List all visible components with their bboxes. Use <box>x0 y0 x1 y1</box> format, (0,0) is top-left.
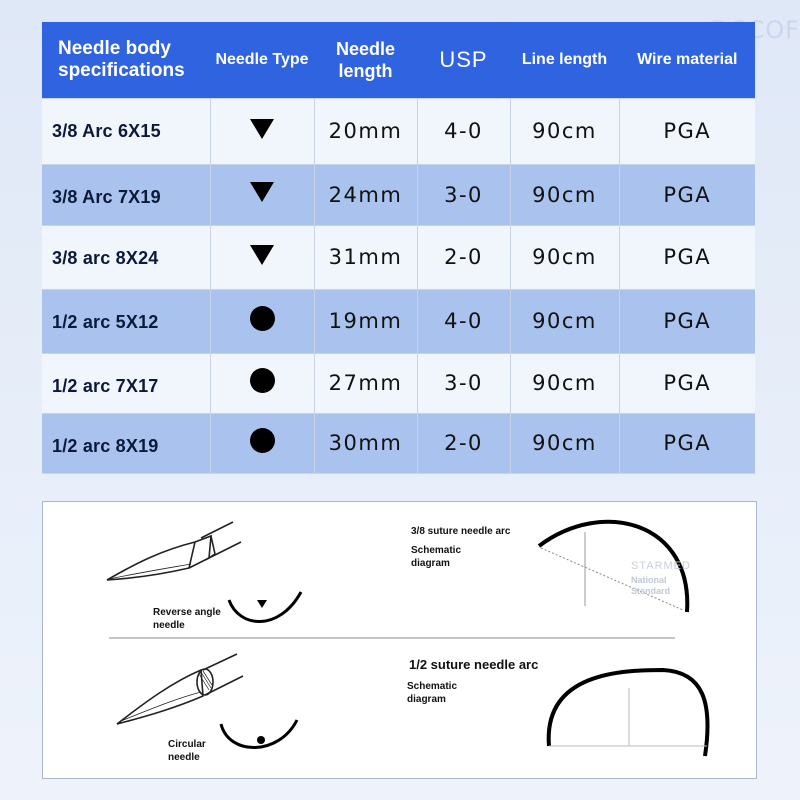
needle-spec-table <box>42 22 755 474</box>
circular-needle-label: Circular needle <box>168 739 206 763</box>
wire-material-cell: PGA <box>619 225 755 289</box>
table-header-row <box>42 22 755 98</box>
header-needle-type: Needle Type <box>210 22 314 98</box>
triangle-needle-icon <box>250 245 274 265</box>
usp-cell: 3-0 <box>417 164 510 225</box>
brand-watermark: DCCOF <box>710 16 800 44</box>
spec-cell: 1/2 arc 5X12 <box>42 289 210 353</box>
table-row <box>42 289 755 353</box>
spec-cell: 1/2 arc 7X17 <box>42 353 210 413</box>
needle-type-cell <box>210 353 314 413</box>
usp-cell: 3-0 <box>417 353 510 413</box>
arc-38-title: 3/8 suture needle arc <box>411 526 511 537</box>
table-row <box>42 353 755 413</box>
line-length-cell: 90cm <box>510 164 619 225</box>
arc-12-title: 1/2 suture needle arc <box>409 657 539 672</box>
triangle-needle-icon <box>250 182 274 202</box>
reverse-needle-tip-drawing <box>107 522 241 580</box>
line-length-cell: 90cm <box>510 353 619 413</box>
line-length-cell: 90cm <box>510 289 619 353</box>
needle-length-cell: 30mm <box>314 413 417 473</box>
needle-type-cell <box>210 164 314 225</box>
national-standard-watermark: National Standard <box>631 575 671 596</box>
reverse-angle-needle-label: Reverse angle needle <box>153 607 221 631</box>
arc-38-schematic-label: Schematic diagram <box>411 545 462 569</box>
table-row <box>42 413 755 473</box>
needle-length-cell: 31mm <box>314 225 417 289</box>
wire-material-cell: PGA <box>619 413 755 473</box>
header-wire-material: Wire material <box>619 22 755 98</box>
table-row <box>42 225 755 289</box>
circular-needle-tip-drawing <box>117 654 243 724</box>
wire-material-cell: PGA <box>619 289 755 353</box>
wire-material-cell: PGA <box>619 353 755 413</box>
spec-cell: 3/8 arc 8X24 <box>42 225 210 289</box>
needle-length-cell: 24mm <box>314 164 417 225</box>
header-usp: USP <box>417 22 510 98</box>
usp-cell: 2-0 <box>417 413 510 473</box>
needle-length-cell: 19mm <box>314 289 417 353</box>
circular-arc-drawing <box>221 720 297 748</box>
usp-cell: 2-0 <box>417 225 510 289</box>
header-spec: Needle body specifications <box>42 22 210 98</box>
usp-cell: 4-0 <box>417 289 510 353</box>
wire-material-cell: PGA <box>619 164 755 225</box>
needle-diagram-drawing <box>43 502 756 778</box>
arc-12-schematic-label: Schematic diagram <box>407 681 458 705</box>
line-length-cell: 90cm <box>510 225 619 289</box>
needle-type-cell <box>210 98 314 164</box>
arc-12-drawing <box>549 670 708 756</box>
table-row <box>42 164 755 225</box>
line-length-cell: 90cm <box>510 98 619 164</box>
circle-needle-icon <box>250 428 275 453</box>
triangle-needle-icon <box>250 119 274 139</box>
spec-cell: 3/8 Arc 7X19 <box>42 164 210 225</box>
starmed-watermark: STARMED <box>631 560 691 572</box>
needle-length-cell: 27mm <box>314 353 417 413</box>
needle-type-cell <box>210 289 314 353</box>
needle-type-cell <box>210 413 314 473</box>
circle-needle-icon <box>250 368 275 393</box>
table-row <box>42 98 755 164</box>
spec-cell: 3/8 Arc 6X15 <box>42 98 210 164</box>
needle-type-cell <box>210 225 314 289</box>
header-needle-length: Needle length <box>314 22 417 98</box>
header-line-length: Line length <box>510 22 619 98</box>
needle-length-cell: 20mm <box>314 98 417 164</box>
wire-material-cell: PGA <box>619 98 755 164</box>
line-length-cell: 90cm <box>510 413 619 473</box>
usp-cell: 4-0 <box>417 98 510 164</box>
needle-diagram-panel <box>42 501 757 779</box>
circle-needle-icon <box>250 306 275 331</box>
spec-cell: 1/2 arc 8X19 <box>42 413 210 473</box>
